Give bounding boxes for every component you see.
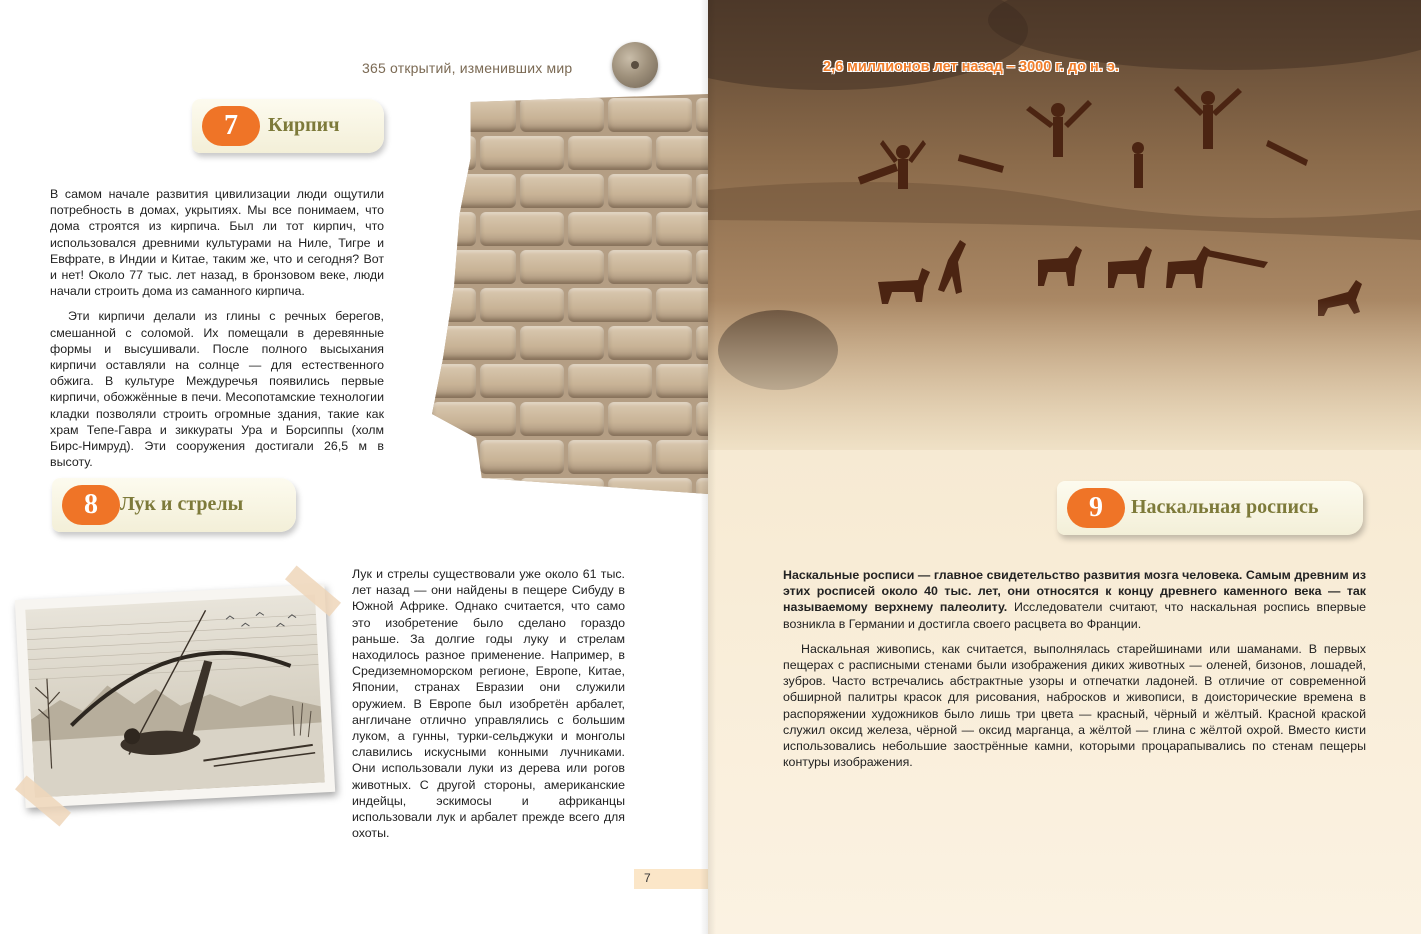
entry-9-heading	[1057, 481, 1363, 535]
brick	[432, 174, 516, 208]
brick	[608, 250, 692, 284]
brick	[432, 136, 476, 170]
brick	[608, 98, 692, 132]
brick	[480, 136, 564, 170]
entry-9-number-badge: 9	[1067, 488, 1125, 528]
brick	[432, 440, 476, 474]
entry-7-title: Кирпич	[268, 114, 340, 136]
brick	[432, 250, 516, 284]
entry-9-lead-bold: Наскальные росписи — главное свидетельство развития мозга человека. Самым древним из этих росписей около 40 тыс. лет, они относятся к концу древнего каменного века — так называемому верхнему палеолиту.	[783, 568, 1366, 615]
entry-8-body	[352, 566, 625, 850]
brick	[480, 212, 564, 246]
brick	[432, 326, 516, 360]
brick	[480, 440, 564, 474]
brick	[520, 98, 604, 132]
brick	[568, 136, 652, 170]
brick	[608, 174, 692, 208]
brick	[568, 440, 652, 474]
entry-9-body	[783, 567, 1366, 779]
entry-9-paragraph-2: Наскальная живопись, как считается, выполнялась старейшинами или шаманами. В первых пещерах с расписными стенами были изображения диких животных — оленей, бизонов, лошадей, зубров. Часто встречались абстрактные узоры и отпечатки ладоней. В отличие от современной обширной палитры красок для рисования, набросков и живописи, в доисторические времена в распоряжении художников было лишь три цвета — красный, чёрный и жёлтый. Красной краской служил оксид железа, чёрной — оксид марганца, а жёлтой — глина с жёлтой охрой. Вместо кисти использовались небольшие заострённые камни, которыми процарапывались по стенам пещеры контуры изображения.	[783, 641, 1366, 770]
time-period-caption: 2,6 миллионов лет назад – 3000 г. до н. э.	[823, 59, 1119, 75]
brick-wall-image	[432, 94, 708, 494]
right-page	[708, 0, 1421, 934]
entry-7-heading	[192, 99, 384, 153]
brick	[432, 98, 516, 132]
entry-8-title: Лук и стрелы	[120, 493, 244, 515]
brick	[432, 478, 516, 494]
bow-archer-photo-frame	[15, 584, 335, 808]
brick	[608, 326, 692, 360]
entry-8-heading	[52, 478, 296, 532]
entry-9-lead-rest: Исследователи считают, что наскальная роспись впервые возникла в Германии и достигла своего расцвета во Франции.	[783, 600, 1366, 631]
entry-7-number-badge: 7	[202, 106, 260, 146]
page-number: 7	[644, 871, 651, 885]
brick	[520, 174, 604, 208]
brick	[432, 364, 476, 398]
page-number-tab	[634, 869, 708, 889]
entry-7-paragraph-2: Эти кирпичи делали из глины с речных берегов, смешанной с соломой. Их помещали в деревянные формы и высушивали. После полного высыхания кирпичи оставляли на солнце — для естественного обжига. В культуре Междуречья появились первые кирпичи, обожжённые в печи. Месопотамские технологии кладки позволяли строить огромные здания, такие как храм Тепе-Гавра и зиккураты Ура и Борсиппы (холм Бирс-Нимруд). Эти сооружения достигали 26,5 м в высоту.	[50, 309, 384, 470]
brick	[608, 478, 692, 494]
entry-7-paragraph-1: В самом начале развития цивилизации люди ощутили потребность в домах, укрытиях. Мы все понимаем, что дома строятся из кирпича. Был ли тот кирпич, что использовался древними культурами на Ниле, Тигре и Евфрате, в Индии и Китае, таким же, что и сегодня? Вот и нет! Около 77 тыс. лет назад, в бронзовом веке, люди начали строить дома из саманного кирпича.	[50, 187, 384, 299]
book-gutter	[700, 0, 716, 934]
brick	[568, 288, 652, 322]
brick	[480, 288, 564, 322]
brick	[480, 364, 564, 398]
left-page	[0, 0, 708, 934]
brick	[432, 212, 476, 246]
brick	[432, 288, 476, 322]
entry-8-number-badge: 8	[62, 485, 120, 525]
brick	[608, 402, 692, 436]
brick	[568, 212, 652, 246]
brick	[520, 478, 604, 494]
bow-archer-engraving-image	[25, 595, 324, 798]
entry-7-body	[50, 186, 384, 479]
running-head: 365 открытий, изменивших мир	[362, 60, 573, 76]
brick	[432, 402, 516, 436]
entry-9-title: Наскальная роспись	[1131, 496, 1319, 518]
stone-wheel-image	[612, 42, 658, 88]
entry-8-paragraph-1: Лук и стрелы существовали уже около 61 тыс. лет назад — они найдены в пещере Сибуду в Южной Африке. Однако считается, что само это изобретение было сделано гораздо раньше. За долгие годы луку и стрелам находилось разное применение. Например, в Средиземноморском регионе, Европе, Китае, Японии, странах Евразии они служили оружием. В Европе был изобретён арбалет, англичане отлично управлялись с большим луком, а гунны, турки-сельджуки и монголы славились искусными конными лучниками. Они использовали луки из дерева или рогов животных. С другой стороны, американские индейцы, эскимосы и африканцы использовали лук и арбалет прежде всего для охоты.	[352, 567, 625, 841]
entry-9-paragraph-1	[783, 567, 1366, 632]
brick	[520, 402, 604, 436]
brick	[520, 250, 604, 284]
brick	[568, 364, 652, 398]
brick	[520, 326, 604, 360]
